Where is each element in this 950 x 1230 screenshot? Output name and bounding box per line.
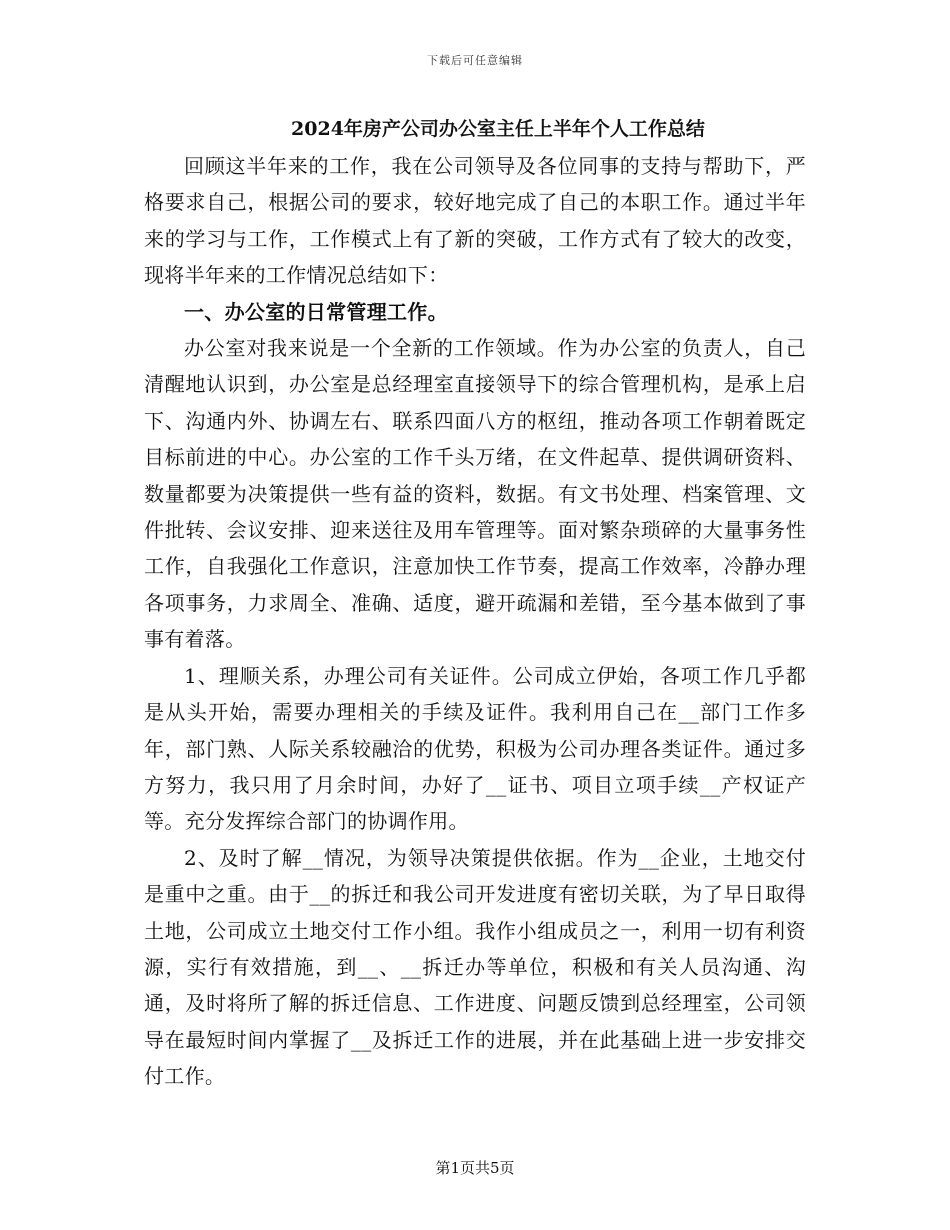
page-header-note: 下载后可任意编辑 (427, 54, 523, 67)
item-2-paragraph: 2、及时了解__情况，为领导决策提供依据。作为__企业，土地交付是重中之重。由于__的拆迁和我公司开发进度有密切关联，为了早日取得土地，公司成立土地交付工作小组。我作小组成员之一，利用一切有利资源，实行有效措施，到__、__拆迁办等单位，积极和有关人员沟通、沟通，及时将所了解的拆迁信息、工作进度、问题反馈到总经理室，公司领导在最短时间内掌握了__及拆迁工作的进展，并在此基础上进一步安排交付工作。 (144, 845, 806, 1089)
document-body (144, 148, 806, 1095)
page-number-footer: 第1页共5页 (435, 1159, 515, 1177)
intro-paragraph: 回顾这半年来的工作，我在公司领导及各位同事的支持与帮助下，严格要求自己，根据公司的要求，较好地完成了自己的本职工作。通过半年来的学习与工作，工作模式上有了新的突破，工作方式有了较大的改变，现将半年来的工作情况总结如下： (144, 154, 806, 288)
section-heading-daily-management: 一、办公室的日常管理工作。 (184, 299, 448, 324)
item-1-paragraph: 1、理顺关系，办理公司有关证件。公司成立伊始，各项工作几乎都是从头开始，需要办理相关的手续及证件。我利用自己在__部门工作多年，部门熟、人际关系较融洽的优势，积极为公司办理各类证件。通过多方努力，我只用了月余时间，办好了__证书、项目立项手续__产权证产等。充分发挥综合部门的协调作用。 (144, 663, 806, 834)
document-title: 2024年房产公司办公室主任上半年个人工作总结 (291, 118, 705, 140)
office-overview-paragraph: 办公室对我来说是一个全新的工作领域。作为办公室的负责人，自己清醒地认识到，办公室是总经理室直接领导下的综合管理机构，是承上启下、沟通内外、协调左右、联系四面八方的枢纽，推动各项工作朝着既定目标前进的中心。办公室的工作千头万绪，在文件起草、提供调研资料、数量都要为决策提供一些有益的资料，数据。有文书处理、档案管理、文件批转、会议安排、迎来送往及用车管理等。面对繁杂琐碎的大量事务性工作，自我强化工作意识，注意加快工作节奏，提高工作效率，冷静办理各项事务，力求周全、准确、适度，避开疏漏和差错，至今基本做到了事事有着落。 (144, 336, 806, 652)
